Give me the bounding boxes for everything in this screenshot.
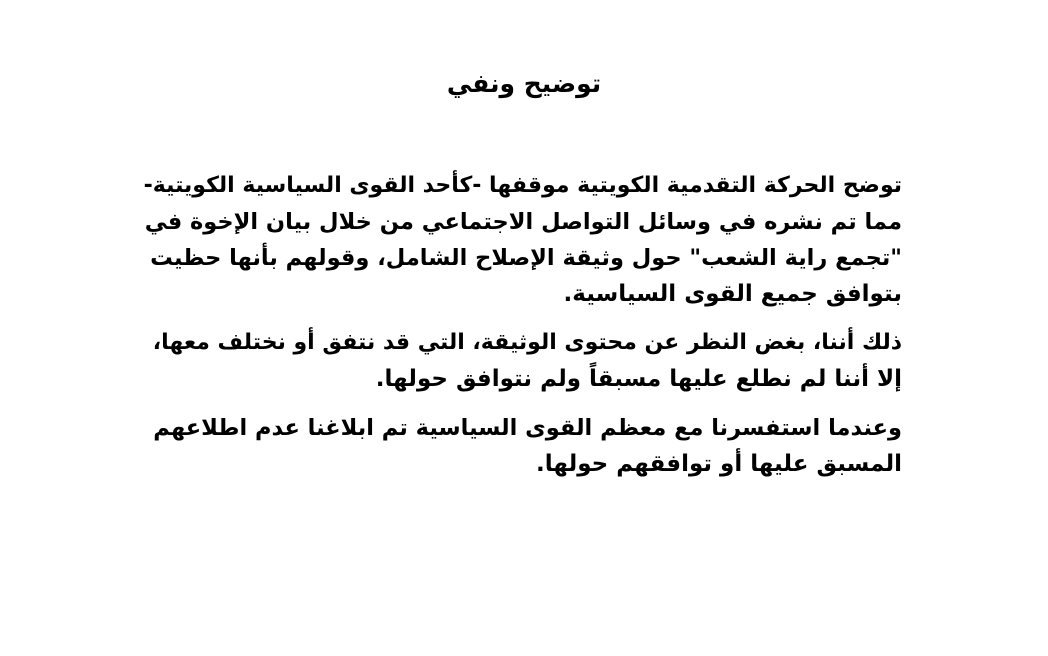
paragraph-spacer: [140, 312, 902, 325]
paragraph-2: [140, 325, 902, 397]
document-body: [140, 168, 902, 482]
paragraph-line: بتوافق جميع القوى السياسية.: [563, 281, 902, 307]
paragraph-3: [140, 410, 902, 482]
paragraph-line: مما تم نشره في وسائل التواصل الاجتماعي من خلال بيان الإخوة في: [144, 209, 902, 235]
document-title: توضيح ونفي: [446, 69, 602, 98]
paragraph-line: ذلك أننا، بغض النظر عن محتوى الوثيقة، التي قد نتفق أو نختلف معها،: [152, 330, 902, 355]
paragraph-line: توضح الحركة التقدمية الكويتية موقفها -كأحد القوى السياسية الكويتية-: [143, 173, 902, 198]
paragraph-line: المسبق عليها أو توافقهم حولها.: [536, 451, 902, 477]
paragraph-line: "تجمع راية الشعب" حول وثيقة الإصلاح الشامل، وقولهم بأنها حظيت: [150, 245, 902, 271]
paragraph-spacer: [140, 397, 902, 410]
paragraph-1: [140, 168, 902, 312]
paragraph-line: إلا أننا لم نطلع عليها مسبقاً ولم نتوافق حولها.: [375, 366, 902, 392]
paragraph-line: وعندما استفسرنا مع معظم القوى السياسية تم ابلاغنا عدم اطلاعهم: [153, 415, 902, 441]
